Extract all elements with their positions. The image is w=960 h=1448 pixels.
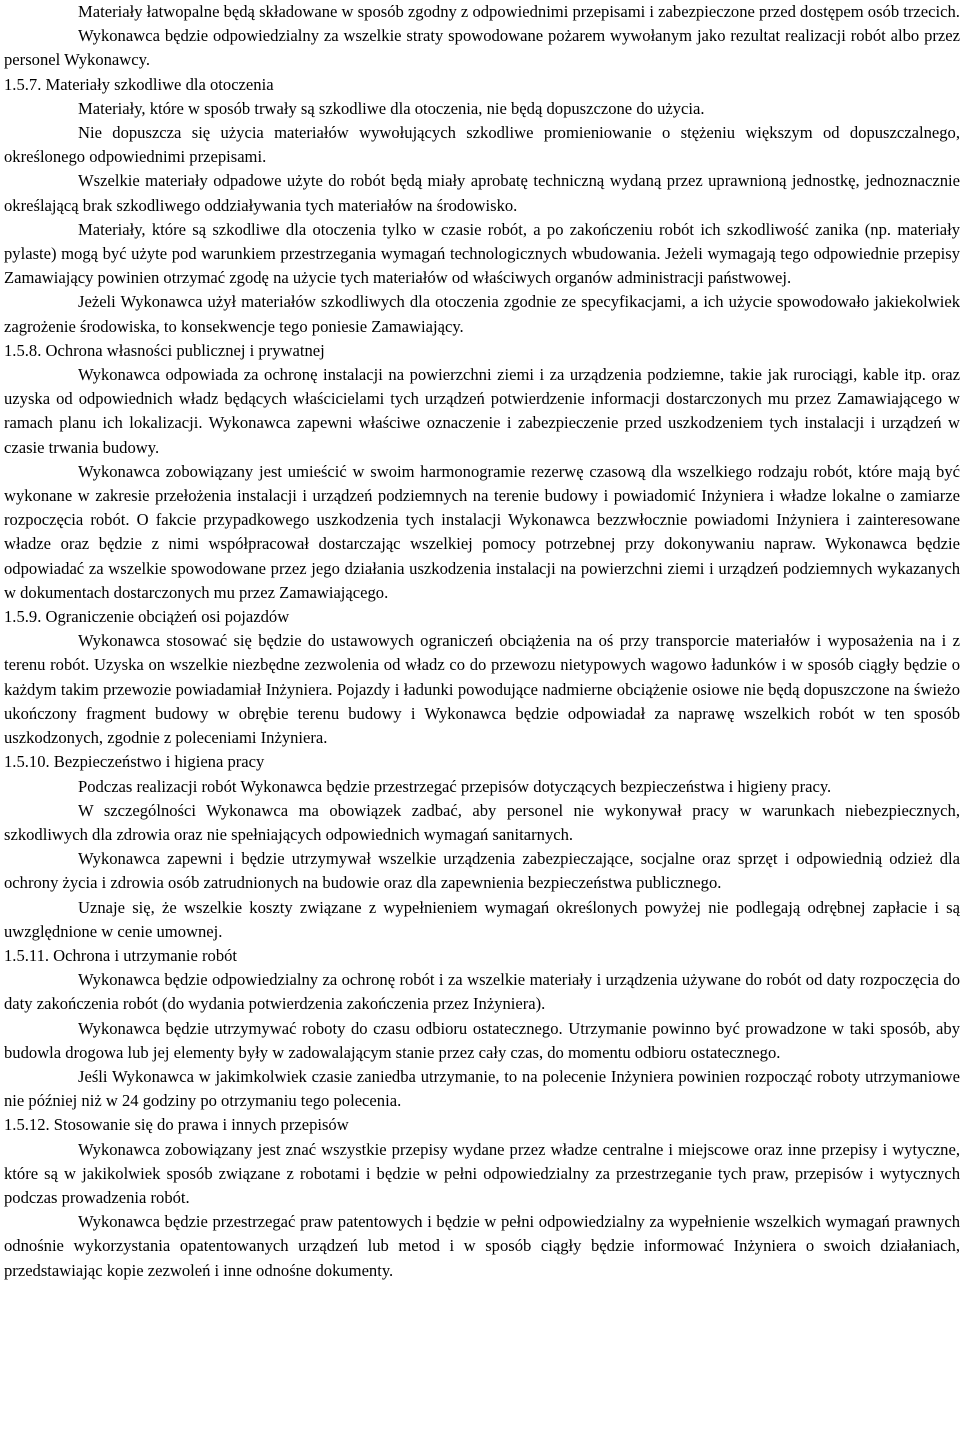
paragraph: Materiały łatwopalne będą składowane w sposób zgodny z odpowiednimi przepisami i zabezpieczone przed dostępem osób trzecich. — [78, 2, 960, 21]
paragraph: Wykonawca stosować się będzie do ustawowych ograniczeń obciążenia na oś przy transporcie materiałów i wyposażenia na i z terenu robót. Uzyska on wszelkie niezbędne zezwolenia od władz co do przewozu nietypowych wagowo ładunków i w sposób ciągły będzie o każdym takim przewozie powiadamiał Inżyniera. Pojazdy i ładunki powodujące nadmierne obciążenie osiowe nie będą dopuszczone na świeżo ukończony fragment budowy w obrębie terenu budowy i Wykonawca będzie odpowiadał za naprawę wszelkich robót w ten sposób uszkodzonych, zgodnie z poleceniami Inżyniera. — [4, 631, 960, 748]
paragraph: Jeśli Wykonawca w jakimkolwiek czasie zaniedba utrzymanie, to na polecenie Inżyniera powinien rozpocząć roboty utrzymaniowe nie później niż w 24 godziny po otrzymaniu tego polecenia. — [4, 1066, 960, 1111]
paragraph: Wykonawca będzie przestrzegać praw patentowych i będzie w pełni odpowiedzialny za wypełnienie wszelkich wymagań prawnych odnośnie wykorzystania opatentowanych urządzeń lub metod i w sposób ciągły będzie informować Inżyniera o swoich działaniach, przedstawiając kopie zezwoleń i inne odnośne dokumenty. — [4, 1212, 960, 1280]
paragraph: Wykonawca będzie odpowiedzialny za wszelkie straty spowodowane pożarem wywołanym jako rezultat realizacji robót albo przez personel Wykonawcy. — [4, 26, 960, 70]
paragraph: Materiały, które są szkodliwe dla otoczenia tylko w czasie robót, a po zakończeniu robót ich szkodliwość zanika (np. materiały pylaste) mogą być użyte pod warunkiem przestrzegania wymagań technologicznych wbudowania. Jeżeli wymagają tego odpowiednie przepisy Zamawiający powinien otrzymać zgodę na użycie tych materiałów od właściwych organów administracji państwowej. — [4, 219, 960, 288]
paragraph: Nie dopuszcza się użycia materiałów wywołujących szkodliwe promieniowanie o stężeniu większym od dopuszczalnego, określonego odpowiednimi przepisami. — [4, 123, 960, 167]
paragraph: Podczas realizacji robót Wykonawca będzie przestrzegać przepisów dotyczących bezpieczeństwa i higieny pracy. — [78, 776, 832, 796]
section-heading: 1.5.8. Ochrona własności publicznej i prywatnej — [4, 340, 325, 360]
paragraph: W szczególności Wykonawca ma obowiązek zadbać, aby personel nie wykonywał pracy w warunkach niebezpiecznych, szkodliwych dla zdrowia oraz nie spełniających odpowiednich wymagań sanitarnych. — [4, 800, 960, 844]
section-heading: 1.5.10. Bezpieczeństwo i higiena pracy — [4, 752, 265, 772]
paragraph: Jeżeli Wykonawca użył materiałów szkodliwych dla otoczenia zgodnie ze specyfikacjami, a ich użycie spowodowało jakiekolwiek zagrożenie środowiska, to konsekwencje tego poniesie Zamawiający. — [4, 292, 960, 336]
paragraph: Wykonawca odpowiada za ochronę instalacji na powierzchni ziemi i za urządzenia podziemne, takie jak rurociągi, kable itp. oraz uzyska od odpowiednich władz będących właścicielami tych urządzeń potwierdzenie informacji dostarczonych mu przez Zamawiającego w ramach planu ich lokalizacji. Wykonawca zapewni właściwe oznaczenie i zabezpieczenie przed uszkodzeniem tych instalacji i urządzeń w czasie trwania budowy. — [4, 365, 960, 457]
paragraph: Uznaje się, że wszelkie koszty związane z wypełnieniem wymagań określonych powyżej nie podlegają odrębnej zapłacie i są uwzględnione w cenie umownej. — [4, 897, 960, 941]
paragraph: Wykonawca będzie utrzymywać roboty do czasu odbioru ostatecznego. Utrzymanie powinno być prowadzone w taki sposób, aby budowla drogowa lub jej elementy były w zadowalającym stanie przez cały czas, do momentu odbioru ostatecznego. — [4, 1018, 960, 1062]
paragraph: Wykonawca zobowiązany jest znać wszystkie przepisy wydane przez władze centralne i miejscowe oraz inne przepisy i wytyczne, które są w jakikolwiek sposób związane z robotami i będzie w pełni odpowiedzialny za przestrzeganie tych praw, przepisów i wytycznych podczas prowadzenia robót. — [4, 1139, 960, 1207]
section-heading: 1.5.7. Materiały szkodliwe dla otoczenia — [4, 74, 274, 94]
section-heading: 1.5.11. Ochrona i utrzymanie robót — [4, 945, 238, 965]
section-heading: 1.5.9. Ograniczenie obciążeń osi pojazdów — [4, 607, 290, 627]
paragraph: Wykonawca będzie odpowiedzialny za ochronę robót i za wszelkie materiały i urządzenia używane do robót od daty rozpoczęcia do daty zakończenia robót (do wydania potwierdzenia zakończenia przez Inżyniera). — [4, 970, 960, 1014]
paragraph: Wykonawca zobowiązany jest umieścić w swoim harmonogramie rezerwę czasową dla wszelkiego rodzaju robót, które mają być wykonane w zakresie przełożenia instalacji i urządzeń podziemnych na terenie budowy i powiadomić Inżyniera i władze lokalne o zamiarze rozpoczęcia robót. O fakcie przypadkowego uszkodzenia tych instalacji Wykonawca bezzwłocznie powiadomi Inżyniera i zainteresowane władze oraz będzie z nimi współpracował dostarczając wszelkiej pomocy potrzebnej przy dokonywaniu napraw. Wykonawca będzie odpowiadać za wszelkie spowodowane przez jego działania uszkodzenia instalacji na powierzchni ziemi i urządzeń podziemnych wykazanych w dokumentach dostarczonych mu przez Zamawiającego. — [4, 461, 960, 602]
paragraph: Wszelkie materiały odpadowe użyte do robót będą miały aprobatę techniczną wydaną przez uprawnioną jednostkę, jednoznacznie określającą brak szkodliwego oddziaływania tych materiałów na środowisko. — [4, 171, 960, 215]
paragraph: Wykonawca zapewni i będzie utrzymywał wszelkie urządzenia zabezpieczające, socjalne oraz sprzęt i odpowiednią odzież dla ochrony życia i zdrowia osób zatrudnionych na budowie oraz dla zapewnienia bezpieczeństwa publicznego. — [4, 849, 960, 893]
section-heading: 1.5.12. Stosowanie się do prawa i innych przepisów — [4, 1115, 349, 1135]
paragraph: Materiały, które w sposób trwały są szkodliwe dla otoczenia, nie będą dopuszczone do użycia. — [78, 98, 705, 118]
